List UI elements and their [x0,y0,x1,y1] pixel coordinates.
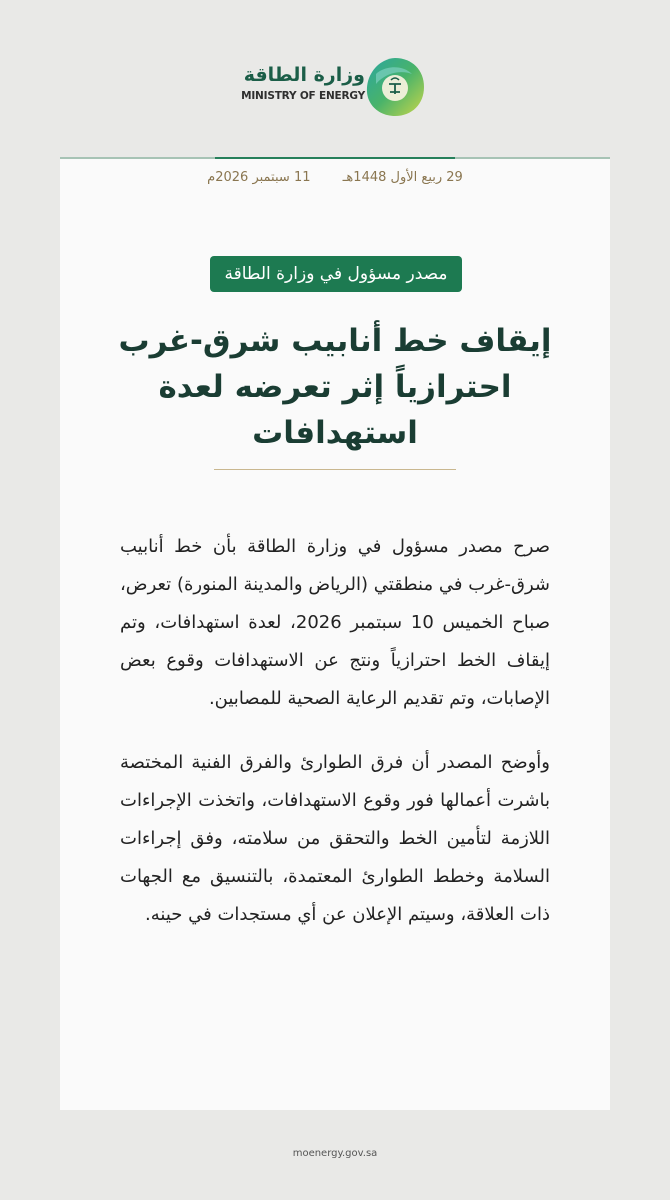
website-link[interactable]: moenergy.gov.sa [292,1148,378,1159]
divider [214,469,456,470]
card-top-accent [215,157,455,159]
ministry-logo-icon [362,54,428,120]
headline [80,318,590,456]
body-paragraph-1: صرح مصدر مسؤول في وزارة الطاقة بأن خط أنابيب شرق-غرب في منطقتي (الرياض والمدينة المنورة) تعرض، صباح الخميس 10 سبتمبر 2026، لعدة استهدافات، وتم إيقاف الخط احترازياً ونتج عن الاستهدافات وقوع بعض الإصابات، وتم تقديم الرعاية الصحية للمصابين. [120,536,550,709]
body-paragraph-2: وأوضح المصدر أن فرق الطوارئ والفرق الفنية المختصة باشرت أعمالها فور وقوع الاستهدافات، واتخذت الإجراءات اللازمة لتأمين الخط والتحقق من سلامته، وفق إجراءات السلامة وخطط الطوارئ المعتمدة، بالتنسيق مع الجهات ذات العلاقة، وسيتم الإعلان عن أي مستجدات في حينه. [120,752,550,925]
date-line [60,170,610,185]
headline-line-1: إيقاف خط أنابيب شرق-غرب [118,323,552,359]
ministry-name-english: MINISTRY OF ENERGY [241,90,365,102]
headline-line-2: احترازياً إثر تعرضه لعدة استهدافات [158,369,512,451]
ministry-name-arabic: وزارة الطاقة [243,64,365,86]
hijri-date: 29 ربيع الأول 1448هـ [342,170,463,185]
gregorian-date: 11 سبتمبر 2026م [207,170,311,185]
ministry-name [241,64,365,103]
statement-body [120,528,550,960]
header [0,50,670,130]
source-badge: مصدر مسؤول في وزارة الطاقة [210,256,462,292]
